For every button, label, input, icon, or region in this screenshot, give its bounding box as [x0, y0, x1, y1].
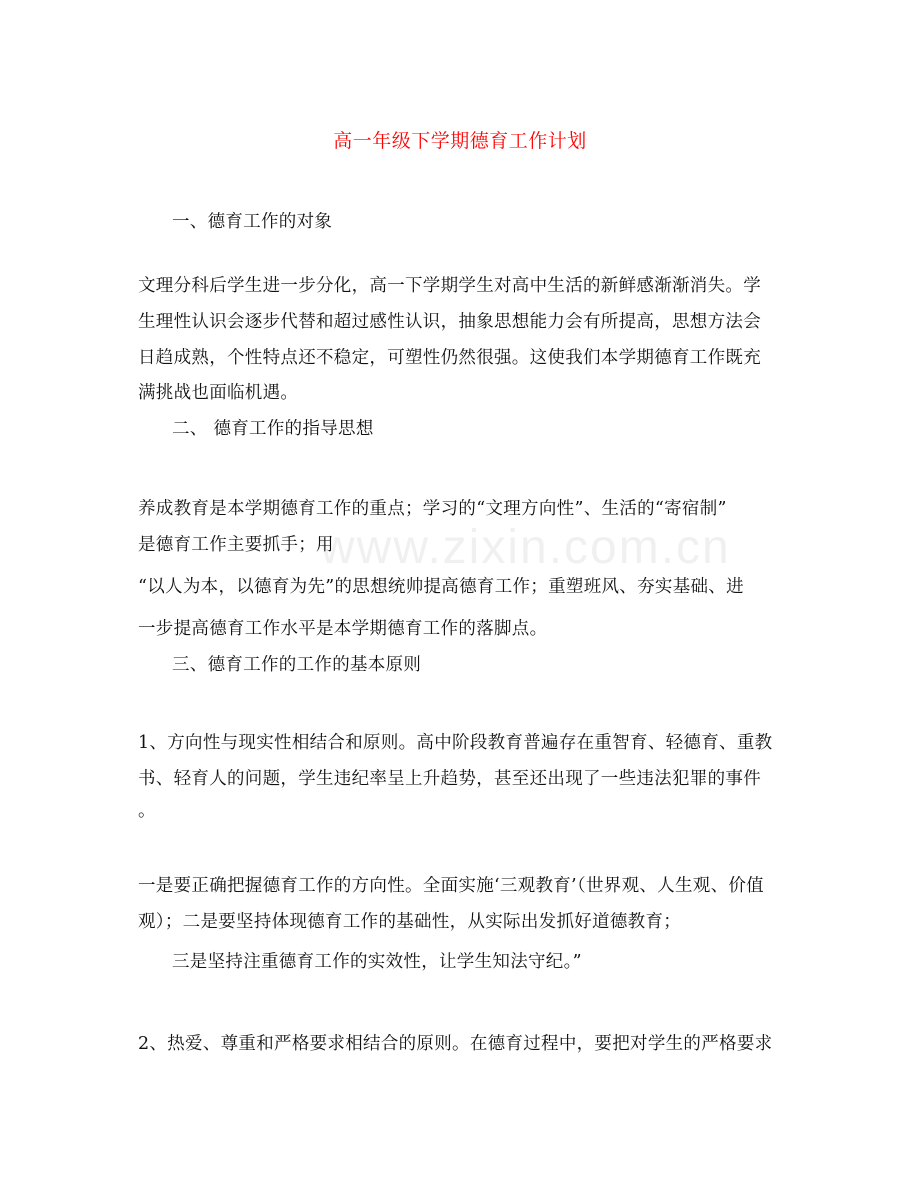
section-heading-2: 二、 德育工作的指导思想	[172, 419, 374, 439]
paragraph-line: 生理性认识会逐步代替和超过感性认识，抽象思想能力会有所提高，思想方法会	[138, 312, 761, 332]
paragraph-line: 书、轻育人的问题，学生违纪率呈上升趋势，甚至还出现了一些违法犯罪的事件	[138, 769, 761, 789]
paragraph-line: 1、方向性与现实性相结合和原则。高中阶段教育普遍存在重智育、轻德育、重教	[138, 733, 773, 753]
paragraph-line: 三是坚持注重德育工作的实效性，让学生知法守纪。”	[172, 952, 582, 972]
paragraph-line: 是德育工作主要抓手；用	[138, 535, 334, 555]
watermark: www.zixin.com.cn	[320, 521, 731, 574]
paragraph-line: 一是要正确把握德育工作的方向性。全面实施‘三观教育’（世界观、人生观、价值	[138, 876, 764, 896]
paragraph-line: 。	[138, 801, 156, 821]
paragraph-line: 文理分科后学生进一步分化，高一下学期学生对高中生活的新鲜感渐渐消失。学	[138, 276, 761, 296]
section-heading-3: 三、德育工作的工作的基本原则	[172, 655, 422, 675]
paragraph-line: 2、热爱、尊重和严格要求相结合的原则。在德育过程中，要把对学生的严格要求	[138, 1034, 773, 1054]
paragraph-line: 养成教育是本学期德育工作的重点；学习的“文理方向性”、生活的“寄宿制”	[138, 499, 727, 519]
paragraph-line: 日趋成熟，个性特点还不稳定，可塑性仍然很强。这使我们本学期德育工作既充	[138, 348, 761, 368]
paragraph-line: “以人为本，以德育为先”的思想统帅提高德育工作；重塑班风、夯实基础、进	[138, 577, 744, 597]
paragraph-line: 观）；二是要坚持体现德育工作的基础性，从实际出发抓好道德教育；	[138, 912, 682, 932]
section-heading-1: 一、德育工作的对象	[172, 212, 333, 232]
document-title: 高一年级下学期德育工作计划	[333, 130, 587, 152]
paragraph-line: 一步提高德育工作水平是本学期德育工作的落脚点。	[138, 619, 548, 639]
paragraph-line: 满挑战也面临机遇。	[138, 383, 299, 403]
